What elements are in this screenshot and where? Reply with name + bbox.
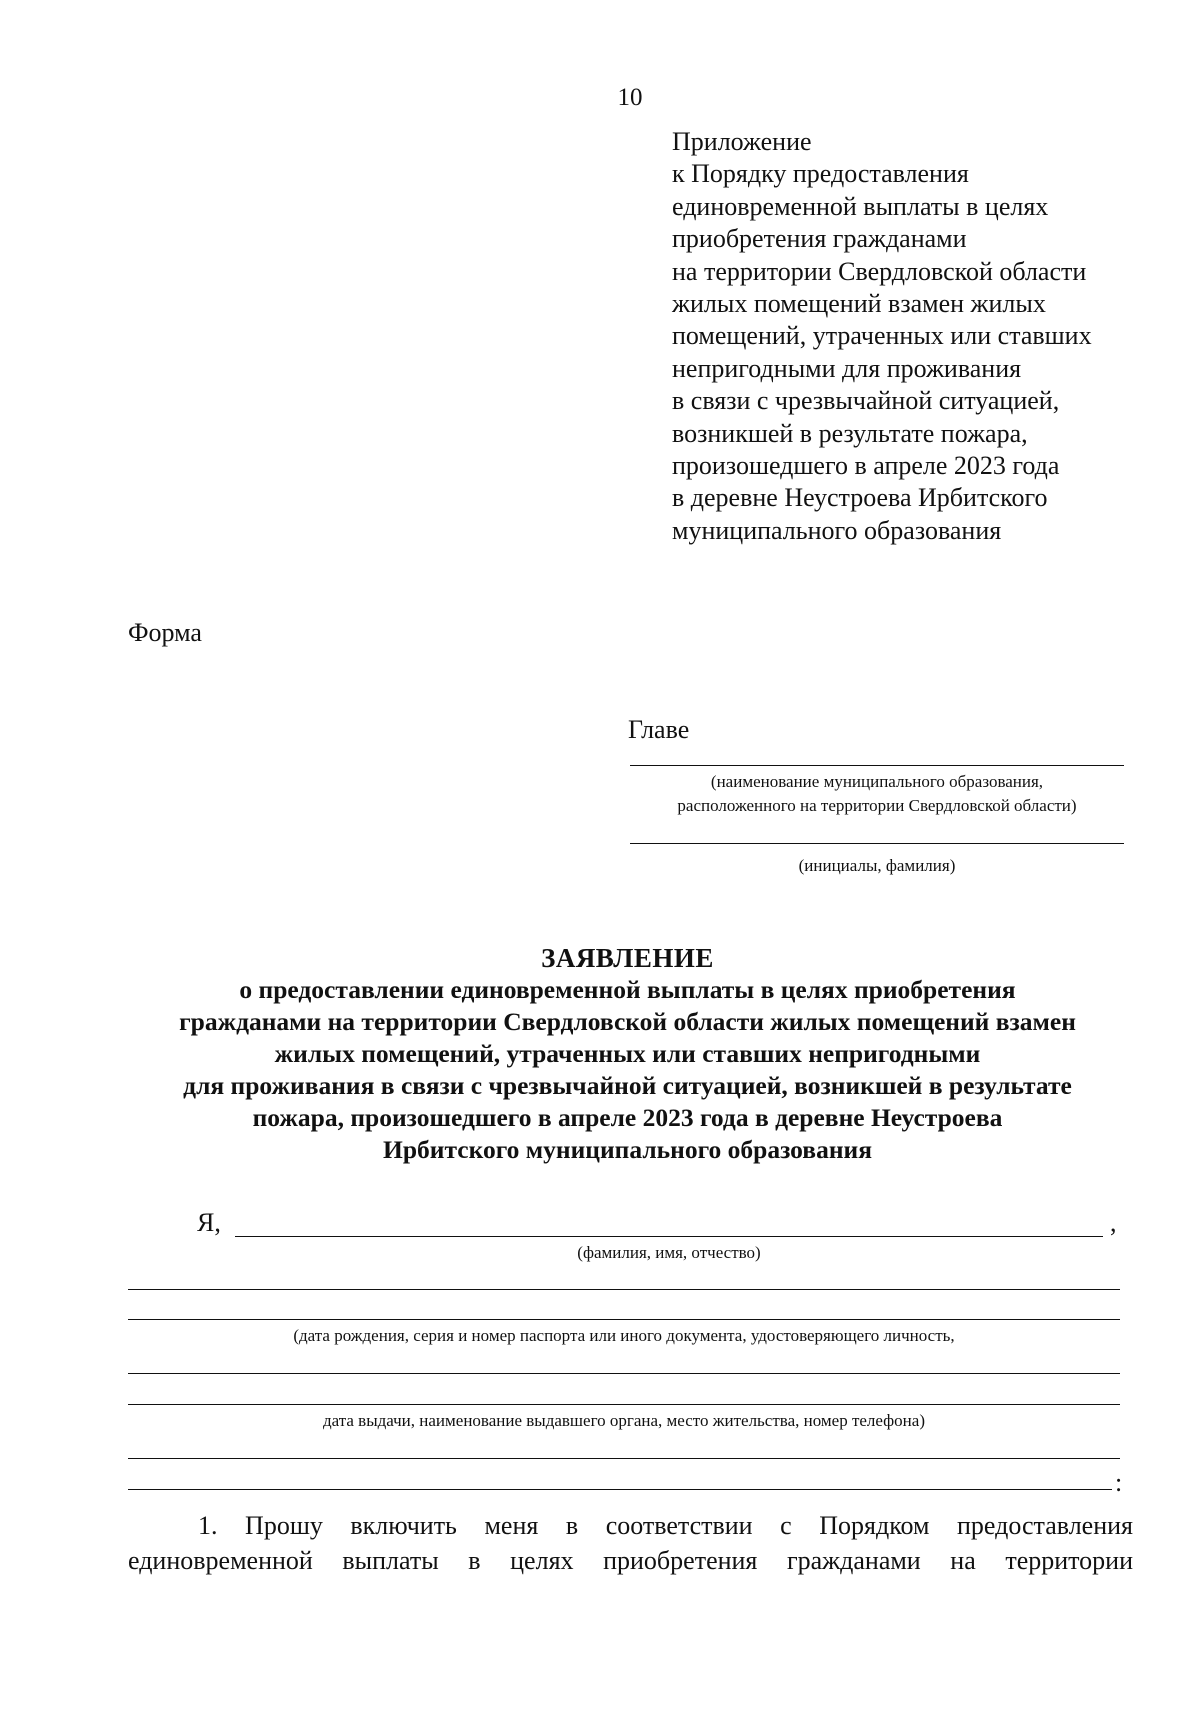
appendix-line: к Порядку предоставления xyxy=(672,159,969,189)
appendix-line: единовременной выплаты в целях xyxy=(672,191,1049,221)
appendix-line: в деревне Неустроева Ирбитского xyxy=(672,483,1048,513)
extra-field-line-2[interactable] xyxy=(128,1489,1112,1490)
municipality-caption-1: (наименование муниципального образования, xyxy=(710,772,1044,791)
applicant-comma: , xyxy=(1110,1208,1117,1237)
statement-subtitle-line: для проживания в связи с чрезвычайной ситуацией, возникшей в результате xyxy=(183,1071,1072,1100)
appendix-line: возникшей в результате пожара, xyxy=(672,418,1028,448)
applicant-colon: : xyxy=(1115,1468,1123,1497)
form-label: Форма xyxy=(128,618,202,647)
statement-subtitle-line: гражданами на территории Свердловской области жилых помещений взамен xyxy=(179,1007,1076,1036)
appendix-line: помещений, утраченных или ставших xyxy=(672,321,1092,351)
page-number: 10 xyxy=(617,84,643,111)
appendix-line: непригодными для проживания xyxy=(672,353,1022,383)
document-field-line-2[interactable] xyxy=(128,1319,1120,1320)
paragraph-line: 1. Прошу включить меня в соответствии с Порядком предоставления xyxy=(198,1511,1133,1540)
appendix-line: в связи с чрезвычайной ситуацией, xyxy=(672,386,1060,416)
paragraph-line: единовременной выплаты в целях приобретения гражданами на территории xyxy=(128,1546,1133,1575)
statement-heading: ЗАЯВЛЕНИЕ xyxy=(541,943,714,973)
issue-field-line-2[interactable] xyxy=(128,1404,1120,1405)
appendix-block xyxy=(672,126,1092,547)
appendix-line: приобретения гражданами xyxy=(672,224,967,254)
municipality-field-line[interactable] xyxy=(630,765,1124,766)
statement-subtitle-line: пожара, произошедшего в апреле 2023 года в деревне Неустроева xyxy=(252,1103,1003,1132)
appendix-line: муниципального образования xyxy=(672,515,1002,545)
fio-caption: (фамилия, имя, отчество) xyxy=(577,1243,761,1262)
statement-subtitle-line: о предоставлении единовременной выплаты в целях приобретения xyxy=(239,975,1016,1004)
issue-caption: дата выдачи, наименование выдавшего органа, место жительства, номер телефона) xyxy=(322,1411,925,1430)
document-field-line-1[interactable] xyxy=(128,1289,1120,1290)
document-caption: (дата рождения, серия и номер паспорта или иного документа, удостоверяющего личность, xyxy=(293,1326,955,1345)
initials-field-line[interactable] xyxy=(630,843,1124,844)
appendix-line: на территории Свердловской области xyxy=(672,256,1087,286)
applicant-prefix: Я, xyxy=(197,1208,221,1237)
fio-field-line[interactable] xyxy=(235,1236,1103,1237)
initials-caption: (инициалы, фамилия) xyxy=(798,856,956,875)
request-paragraph xyxy=(128,1508,1133,1578)
statement-title xyxy=(110,942,1145,1166)
appendix-line: произошедшего в апреле 2023 года xyxy=(672,451,1060,481)
statement-subtitle-line: Ирбитского муниципального образования xyxy=(383,1135,872,1164)
statement-subtitle-line: жилых помещений, утраченных или ставших непригодными xyxy=(274,1039,981,1068)
issue-field-line-1[interactable] xyxy=(128,1373,1120,1374)
addressee-to: Главе xyxy=(628,715,690,744)
municipality-caption-2: расположенного на территории Свердловской области) xyxy=(677,796,1077,815)
appendix-line: жилых помещений взамен жилых xyxy=(672,289,1046,319)
extra-field-line-1[interactable] xyxy=(128,1458,1120,1459)
appendix-line: Приложение xyxy=(672,127,812,156)
